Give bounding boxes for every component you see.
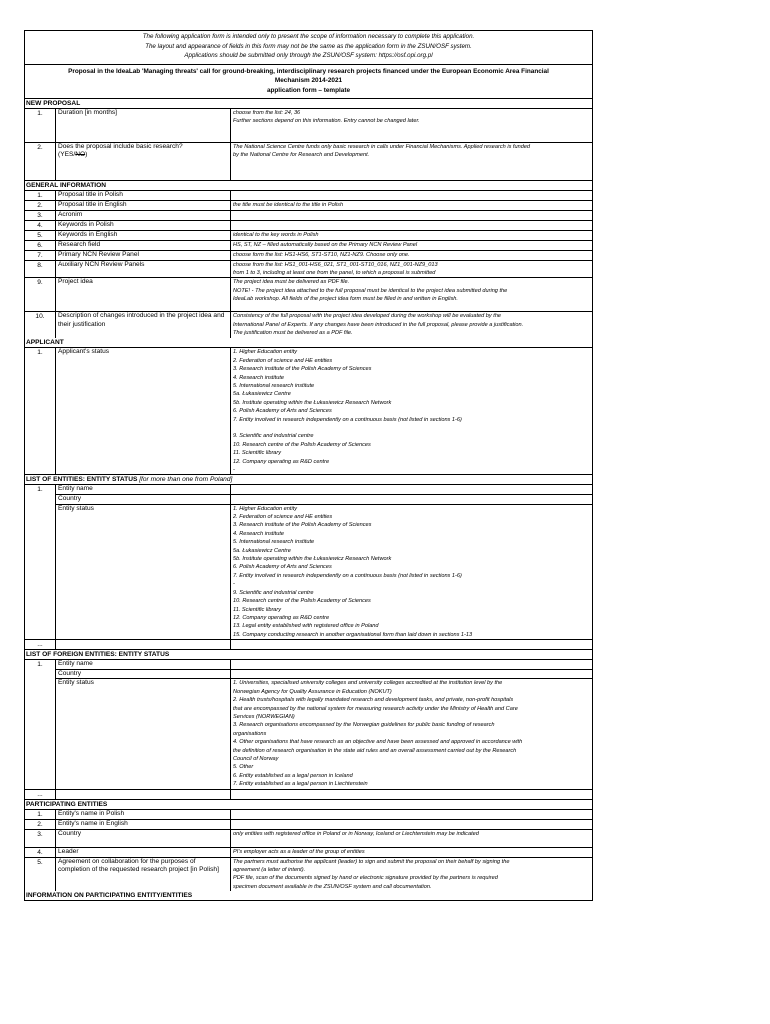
instruction-line: specimen document available in the ZSUN/OSF system and call documentation.: [233, 883, 432, 890]
more-rows-indicator: ...: [25, 640, 56, 649]
section-applicant: APPLICANT: [25, 338, 592, 348]
banner-line: Applications should be submitted only through the ZSUN/OSF system: https://osf.opi.org.pl: [184, 52, 433, 60]
instruction-line: International Panel of Experts. If any changes have been introduced in the full proposal, please provide a justification.: [233, 321, 524, 328]
row-number: 2.: [25, 143, 56, 180]
row-instructions[interactable]: [231, 278, 592, 311]
row-label: Primary NCN Review Panel: [56, 251, 231, 260]
option-line: 3. Research organisations encompassed by the Norwegian guidelines for public basic funding of research: [233, 722, 495, 729]
section-list-of-foreign-entities: LIST OF FOREIGN ENTITIES: ENTITY STATUS: [25, 650, 592, 660]
instruction-line: The partners must authorise the applicant (leader) to sign and submit the proposal on their behalf by signing the: [233, 858, 510, 865]
empty-cell: [231, 640, 592, 649]
table-row: [25, 640, 592, 650]
row-label: Proposal title in Polish: [56, 191, 231, 200]
row-label: Leader: [56, 848, 231, 857]
instruction-line: PI's employer acts as a leader of the group of entities: [233, 848, 365, 855]
instruction-line: PDF file, scan of the documents signed by hand or electronic signature provided by the partners is required: [233, 875, 498, 882]
option-line: 4. Other organisations that have research as an objective and have been assessed and approved in accordance with: [233, 739, 523, 746]
row-instructions[interactable]: [231, 241, 592, 250]
option-line: 11. Scientific library: [233, 450, 282, 457]
instruction-line: from 1 to 3, including at least one from the panel, to which a proposal is submitted: [233, 269, 436, 276]
yes-no-option: (YES/NO): [58, 151, 88, 159]
row-label: Entity's name in Polish: [56, 810, 231, 819]
option-line: 10. Research centre of the Polish Academy of Sciences: [233, 598, 371, 605]
option-line: 5a. Łukasiewicz Centre: [233, 547, 291, 554]
table-row: [25, 109, 592, 143]
application-form: [24, 30, 593, 901]
row-label: [56, 143, 231, 180]
row-number: 1.: [25, 348, 56, 474]
instruction-line: identical to the key words in Polish: [233, 231, 319, 238]
entity-name-label: Entity name: [56, 485, 231, 494]
option-line: 3. Research institute of the Polish Academy of Sciences: [233, 366, 372, 373]
option-line: 6. Polish Academy of Arts and Sciences: [233, 564, 332, 571]
option-line: [233, 424, 590, 432]
row-instructions[interactable]: [231, 251, 592, 260]
title-line: Mechanism 2014-2021: [274, 77, 343, 85]
section-info-participating: INFORMATION ON PARTICIPATING ENTITY/ENTITIES: [25, 891, 592, 900]
option-line: 1. Higher Education entity: [233, 349, 298, 356]
table-row: [25, 251, 592, 261]
row-number: 8.: [25, 261, 56, 278]
instruction-line: agreement (a letter of intent).: [233, 867, 306, 874]
row-instructions[interactable]: [231, 211, 592, 220]
row-instructions[interactable]: [231, 830, 592, 847]
table-row: [25, 810, 592, 820]
instruction-line: Consistency of the full proposal with the project idea developed during the workshop will be evaluated by the: [233, 313, 502, 320]
table-row: [25, 348, 592, 475]
row-instructions[interactable]: [231, 848, 592, 857]
row-instructions[interactable]: [231, 201, 592, 210]
option-line: 5. International research institute: [233, 383, 315, 389]
table-row: [25, 820, 592, 830]
instruction-line: The justification must be delivered as a PDF file.: [233, 330, 353, 337]
section-new-proposal: NEW PROPOSAL: [25, 99, 592, 109]
more-rows-indicator: ...: [25, 790, 56, 799]
instruction-line: Further sections depend on this information. Entry cannot be changed later.: [233, 117, 420, 124]
row-label: Proposal title in English: [56, 201, 231, 210]
empty-cell: [231, 790, 592, 799]
instruction-line: the title must be identical to the title in Polish: [233, 201, 344, 208]
row-number: 2.: [25, 820, 56, 829]
option-line: 7. Entity involved in research independently on a continuous basis (not listed in sections 1-6): [233, 416, 462, 423]
instruction-line: by the National Centre for Research and Development.: [233, 151, 370, 158]
option-line: 2. Health trusts/hospitals with legally mandated research and development tasks, and private, non-profit hospitals: [233, 697, 514, 704]
row-label: Keywords in Polish: [56, 221, 231, 230]
option-line: 2. Federation of science and HE entities: [233, 514, 333, 521]
row-label: Auxiliary NCN Review Panels: [56, 261, 231, 278]
row-label: Description of changes introduced in the project idea and their justification: [56, 312, 231, 338]
row-instructions[interactable]: [231, 810, 592, 819]
table-row: [25, 278, 592, 312]
instruction-line: IdeaLab workshop. All fields of the project idea form must be filled in and written in English.: [233, 296, 458, 303]
instruction-line: The National Science Centre funds only basic research in calls under Financial Mechanisms. Applied research is funded: [233, 143, 531, 150]
option-line: 5. International research institute: [233, 539, 315, 546]
row-number: 1.: [25, 810, 56, 819]
row-instructions[interactable]: [231, 261, 592, 278]
option-line: 2. Federation of science and HE entities: [233, 357, 333, 364]
instruction-line: The project idea must be delivered as PDF file.: [233, 279, 350, 286]
option-line: 9. Scientific and industrial centre: [233, 589, 314, 596]
table-row: [25, 211, 592, 221]
option-line: 1. Universities, specialised university colleges and university colleges accredited at the institution level by the: [233, 680, 503, 687]
country-label: Country: [56, 495, 231, 504]
form-title: [25, 65, 592, 99]
option-line: 12. Company operating as R&D centre: [233, 458, 330, 465]
row-number: 6.: [25, 241, 56, 250]
row-instructions[interactable]: [231, 191, 592, 200]
participating-rows: [25, 810, 592, 892]
row-instructions[interactable]: [231, 109, 592, 142]
option-line: 6. Entity established as a legal person in Iceland: [233, 772, 353, 779]
row-number: 7.: [25, 251, 56, 260]
foreign-entity-group: [25, 660, 592, 789]
entity-status-label: Entity status: [56, 505, 231, 640]
option-line: -: [233, 581, 235, 588]
section-note: [for more than one from Poland]: [139, 476, 233, 484]
row-number: 3.: [25, 830, 56, 847]
row-label: Research field: [56, 241, 231, 250]
entity-status-options[interactable]: [231, 505, 592, 640]
table-row: [25, 312, 592, 338]
banner-line: The layout and appearance of fields in this form may not be the same as the application form in the ZSUN/OSF system.: [145, 42, 472, 50]
option-line: -: [233, 467, 235, 474]
row-number: 4.: [25, 221, 56, 230]
option-line: organisations: [233, 730, 267, 737]
row-instructions[interactable]: [231, 858, 592, 892]
table-row: [25, 848, 592, 858]
table-row: [25, 790, 592, 800]
row-number: 1.: [25, 191, 56, 200]
entity-group: [25, 485, 592, 640]
entity-name-field[interactable]: [231, 660, 592, 669]
section-general-information: GENERAL INFORMATION: [25, 181, 592, 191]
section-list-of-entities: LIST OF ENTITIES: ENTITY STATUS [for more than one from Poland]: [25, 475, 592, 485]
row-number: 5.: [25, 231, 56, 240]
row-number: 10.: [25, 312, 56, 338]
row-label: Agreement on collaboration for the purposes of completion of the requested research project [in Polish]: [56, 858, 231, 892]
option-line: 3. Research institute of the Polish Academy of Sciences: [233, 522, 372, 529]
row-instructions[interactable]: [231, 820, 592, 829]
option-line: 4. Research institute: [233, 530, 284, 537]
option-line: Council of Norway: [233, 755, 279, 762]
entity-name-label: Entity name: [56, 660, 231, 669]
option-line: 15. Company conducting research in another organisational form than laid down in sections 1-13: [233, 631, 473, 638]
row-label: Keywords in English: [56, 231, 231, 240]
option-line: that are encompassed by the national system for measuring research activity under the Ministry of Health and Care: [233, 705, 518, 712]
row-number: 9.: [25, 278, 56, 311]
entity-status-label: Entity status: [56, 679, 231, 788]
option-line: 7. Entity involved in research independently on a continuous basis (not listed in sections 1-6): [233, 572, 462, 579]
section-participating-entities: PARTICIPATING ENTITIES: [25, 800, 592, 810]
table-row: [25, 261, 592, 279]
row-number: 1.: [25, 109, 56, 142]
row-instructions[interactable]: [231, 221, 592, 230]
instruction-line: [233, 820, 590, 828]
option-line: 12. Company operating as R&D centre: [233, 614, 330, 621]
instruction-line: choose from the list: HS1_001-HS6_021, ST1_001-ST10_016, NZ1_001-NZ9_013: [233, 261, 438, 268]
table-row: [25, 858, 592, 892]
instruction-line: only entities with registered office in Poland or in Norway, Iceland or Liechtenstein may be indicated: [233, 830, 479, 837]
instruction-line: NOTE! - The project idea attached to the full proposal must be identical to the project idea submitted during the: [233, 287, 508, 294]
row-label: Applicant's status: [56, 348, 231, 474]
table-row: [25, 231, 592, 241]
row-number: 1.: [25, 485, 56, 639]
row-instructions[interactable]: [231, 231, 592, 240]
row-label: Country: [56, 830, 231, 847]
instruction-line: [233, 191, 590, 199]
option-line: 1. Higher Education entity: [233, 505, 298, 512]
table-row: [25, 191, 592, 201]
table-row: [25, 143, 592, 181]
intro-banner: [25, 31, 592, 65]
option-line: Norwegian Agency for Quality Assurance in Education (NOKUT): [233, 688, 392, 695]
row-label: Duration [in months]: [56, 109, 231, 142]
option-line: 5b. Institute operating within the Łukasiewicz Research Network: [233, 399, 392, 406]
row-number: 4.: [25, 848, 56, 857]
option-line: 4. Research institute: [233, 374, 284, 381]
general-rows: [25, 191, 592, 339]
instruction-line: [233, 810, 590, 818]
row-label: Project idea: [56, 278, 231, 311]
option-line: 11. Scientific library: [233, 606, 282, 613]
empty-cell: [56, 790, 231, 799]
instruction-line: [233, 221, 590, 229]
row-number: 1.: [25, 660, 56, 788]
option-line: 6. Polish Academy of Arts and Sciences: [233, 408, 332, 415]
table-row: [25, 221, 592, 231]
applicant-status-options[interactable]: [231, 348, 592, 474]
option-line: 5. Other: [233, 764, 254, 771]
country-field[interactable]: [231, 670, 592, 679]
option-line: 7. Entity established as a legal person in Liechtenstein: [233, 781, 368, 788]
option-line: the definition of research organisation in the state aid rules and an overall assessment carried out by the Research: [233, 747, 517, 754]
entity-name-field[interactable]: [231, 485, 592, 494]
title-line: application form – template: [266, 86, 351, 94]
instruction-line: choose form the list: HS1-HS6, ST1-ST10, NZ1-NZ9. Choose only one.: [233, 251, 410, 258]
option-line: 9. Scientific and industrial centre: [233, 433, 314, 440]
option-line: 10. Research centre of the Polish Academy of Sciences: [233, 441, 371, 448]
option-line: Services (NORWEGIAN): [233, 713, 295, 720]
row-label: Acronim: [56, 211, 231, 220]
row-number: 5.: [25, 858, 56, 892]
row-instructions[interactable]: [231, 312, 592, 338]
country-label: Country: [56, 670, 231, 679]
option-line: 13. Legal entity established with registered office in Poland: [233, 623, 379, 630]
row-label: Entity's name in English: [56, 820, 231, 829]
table-row: [25, 201, 592, 211]
instruction-line: [233, 211, 590, 219]
title-line: Proposal in the IdeaLab 'Managing threats' call for ground-breaking, interdisciplinary research projects financed under the European Economic Area Financial: [68, 67, 549, 75]
instruction-line: HS, ST, NZ – filled automatically based on the Primary NCN Review Panel: [233, 241, 418, 248]
table-row: [25, 241, 592, 251]
basic-research-question: Does the proposal include basic research?: [58, 142, 183, 150]
option-line: 5b. Institute operating within the Łukasiewicz Research Network: [233, 556, 392, 563]
row-number: 2.: [25, 201, 56, 210]
row-number: 3.: [25, 211, 56, 220]
foreign-status-options[interactable]: [231, 679, 592, 788]
option-line: 5a. Łukasiewicz Centre: [233, 391, 291, 398]
instruction-line: choose from the list: 24, 36: [233, 109, 301, 116]
banner-line: The following application form is intended only to present the scope of information necessary to complete this application.: [142, 33, 475, 40]
country-field[interactable]: [231, 495, 592, 504]
table-row: [25, 830, 592, 848]
empty-cell: [56, 640, 231, 649]
row-instructions[interactable]: [231, 143, 592, 180]
